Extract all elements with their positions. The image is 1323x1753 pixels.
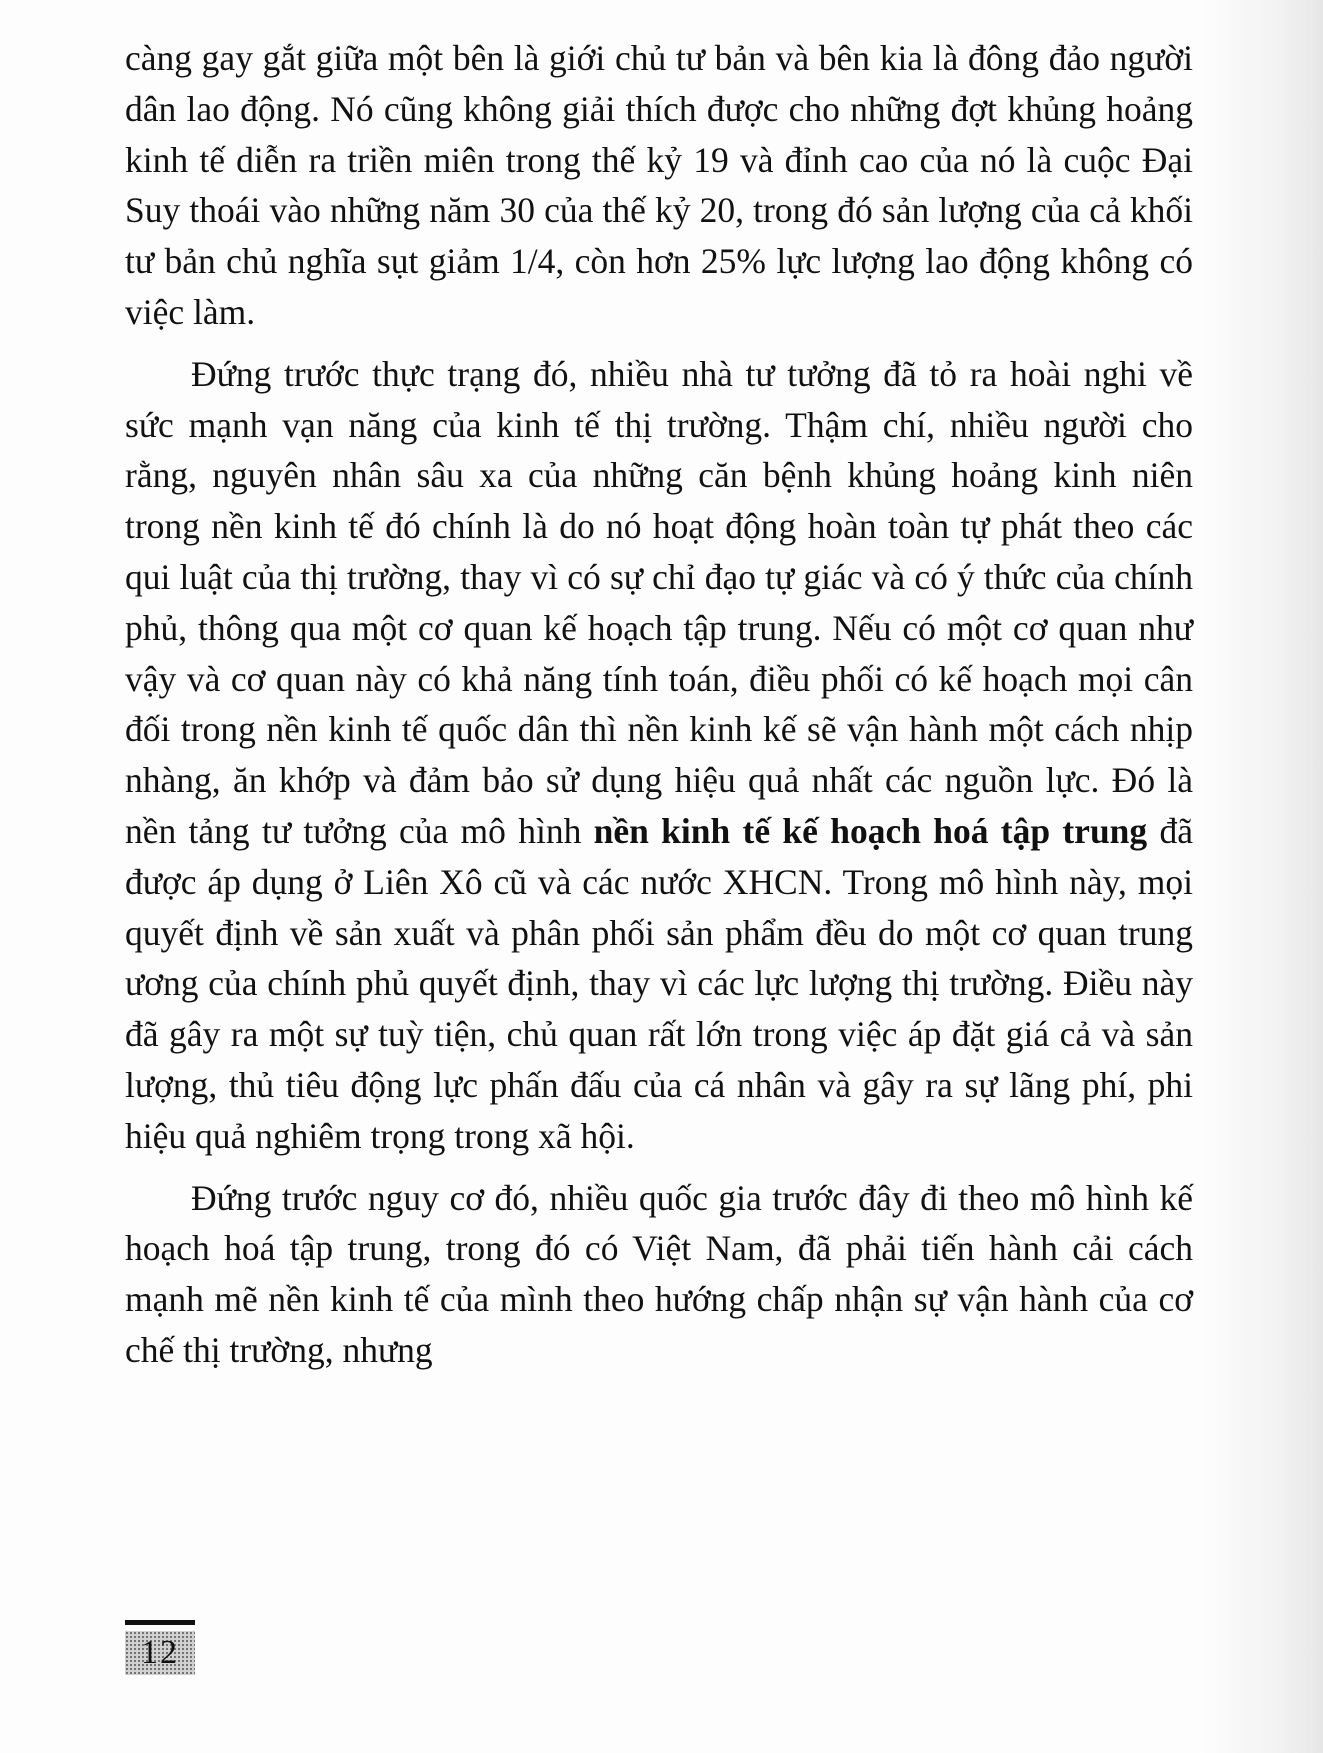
body-text xyxy=(125,33,1193,1376)
page-number-block xyxy=(125,1620,195,1675)
paragraph-2-text-end: đã được áp dụng ở Liên Xô cũ và các nước XHCN. Trong mô hình này, mọi quyết định về sản xuất và phân phối sản phẩm đều do một cơ quan trung ương của chính phủ quyết định, thay vì các lực lượng thị trường. Điều này đã gây ra một sự tuỳ tiện, chủ quan rất lớn trong việc áp đặt giá cả và sản lượng, thủ tiêu động lực phấn đấu của cá nhân và gây ra sự lãng phí, phi hiệu quả nghiêm trọng trong xã hội. xyxy=(125,810,1193,1156)
paragraph xyxy=(125,349,1193,1162)
paragraph-2-text-start: Đứng trước thực trạng đó, nhiều nhà tư tưởng đã tỏ ra hoài nghi về sức mạnh vạn năng của kinh tế thị trường. Thậm chí, nhiều người cho rằng, nguyên nhân sâu xa của những căn bệnh khủng hoảng kinh niên trong nền kinh tế đó chính là do nó hoạt động hoàn toàn tự phát theo các qui luật của thị trường, thay vì có sự chỉ đạo tự giác và có ý thức của chính phủ, thông qua một cơ quan kế hoạch tập trung. Nếu có một cơ quan như vậy và cơ quan này có khả năng tính toán, điều phối có kế hoạch mọi cân đối trong nền kinh tế quốc dân thì nền kinh kế sẽ vận hành một cách nhịp nhàng, ăn khớp và đảm bảo sử dụng hiệu quả nhất các nguồn lực. Đó là nền tảng tư tưởng của mô hình xyxy=(125,353,1193,851)
page-number-rule xyxy=(125,1620,195,1625)
paragraph-1-text: càng gay gắt giữa một bên là giới chủ tư bản và bên kia là đông đảo người dân lao động. Nó cũng không giải thích được cho những đợt khủng hoảng kinh tế diễn ra triền miên trong thế kỷ 19 và đỉnh cao của nó là cuộc Đại Suy thoái vào những năm 30 của thế kỷ 20, trong đó sản lượng của cả khối tư bản chủ nghĩa sụt giảm 1/4, còn hơn 25% lực lượng lao động không có việc làm. xyxy=(125,38,1193,332)
paragraph-continued xyxy=(125,33,1193,338)
binding-shadow xyxy=(1203,0,1323,1753)
bold-term: nền kinh tế kế hoạch hoá tập trung xyxy=(593,810,1148,851)
page-number-box xyxy=(125,1631,195,1675)
page-number: 12 xyxy=(141,1634,179,1671)
paragraph xyxy=(125,1173,1193,1376)
paragraph-3-text: Đứng trước nguy cơ đó, nhiều quốc gia trước đây đi theo mô hình kế hoạch hoá tập trung, trong đó có Việt Nam, đã phải tiến hành cải cách mạnh mẽ nền kinh tế của mình theo hướng chấp nhận sự vận hành của cơ chế thị trường, nhưng xyxy=(125,1177,1193,1370)
